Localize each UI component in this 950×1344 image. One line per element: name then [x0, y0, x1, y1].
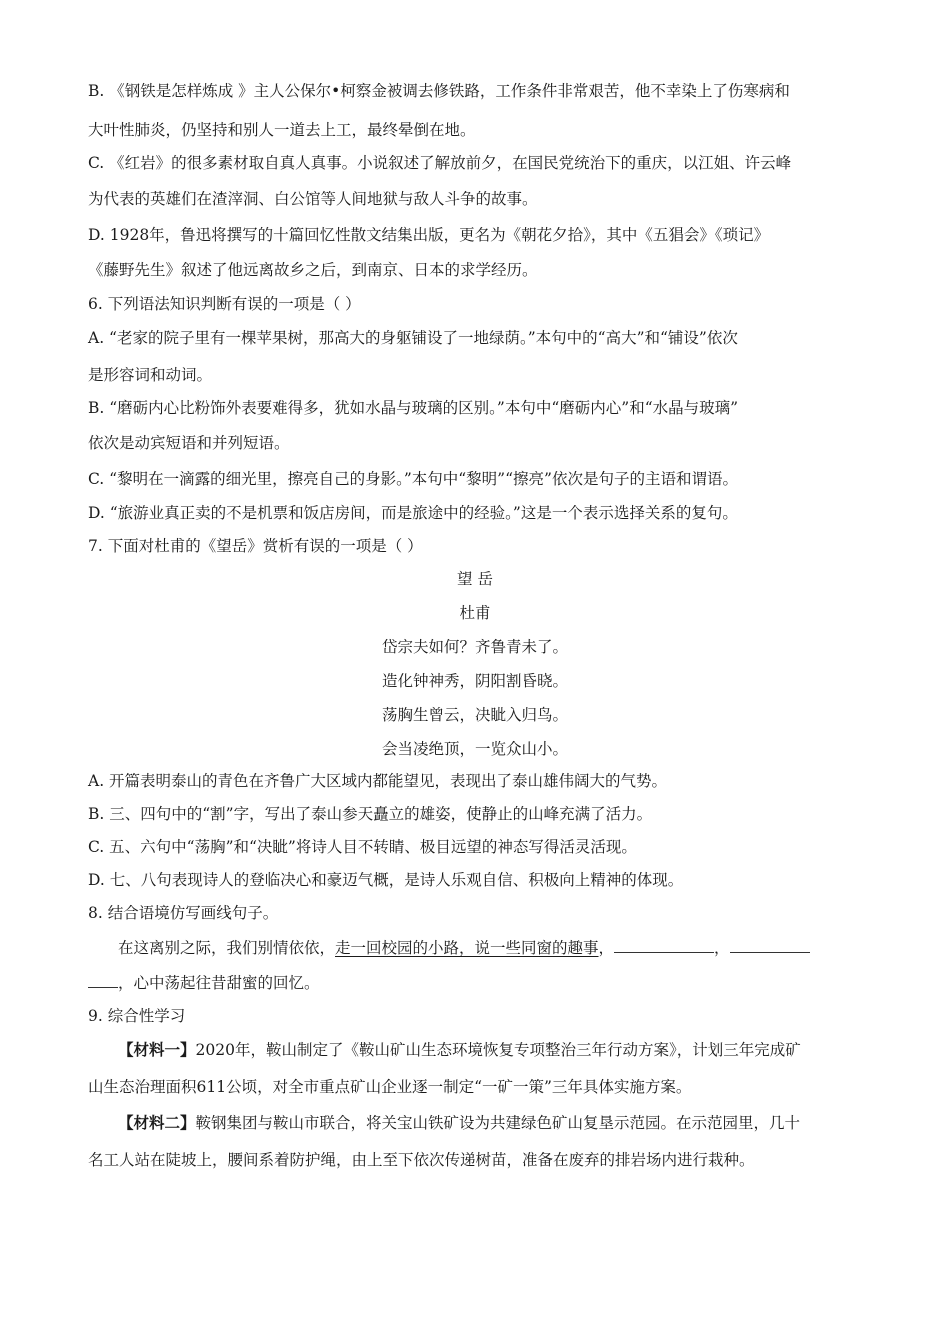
q7-option-b: B. 三、四句中的“割”字，写出了泰山参天矗立的雄姿，使静止的山峰充满了活力。: [88, 805, 653, 823]
q5-option-c-line1: C. 《红岩》的很多素材取自真人真事。小说叙述了解放前夕，在国民党统治下的重庆，以江姐、许云峰: [88, 154, 792, 172]
q5-option-c-line2: 为代表的英雄们在渣滓洞、白公馆等人间地狱与敌人斗争的故事。: [88, 190, 538, 208]
material-1-label: 【材料一】: [118, 1040, 196, 1059]
q6-option-a-line1: A. “老家的院子里有一棵苹果树，那高大的身躯铺设了一地绿荫。”本句中的“高大”和“铺设”依次: [88, 329, 738, 347]
poem-line-3: 荡胸生曾云，决眦入归鸟。: [381, 706, 568, 724]
q8-sep1: ，: [598, 939, 615, 957]
q9-stem: 9. 综合性学习: [88, 1007, 186, 1025]
material-2-label: 【材料二】: [118, 1113, 196, 1132]
q8-text-before: 在这离别之际，我们别情依依，: [118, 939, 336, 957]
poem-line-4: 会当凌绝顶，一览众山小。: [381, 740, 568, 758]
q7-option-d: D. 七、八句表现诗人的登临决心和豪迈气概，是诗人乐观自信、积极向上精神的体现。: [88, 871, 684, 889]
q8-answer-blank-2[interactable]: [730, 938, 810, 953]
q8-sep2: ，: [714, 939, 730, 957]
q5-option-b-line2: 大叶性肺炎，仍坚持和别人一道去上工，最终晕倒在地。: [88, 121, 476, 139]
poem-title: 望 岳: [457, 570, 493, 588]
q8-stem: 8. 结合语境仿写画线句子。: [88, 904, 279, 922]
q6-option-c: C. “黎明在一滴露的细光里，擦亮自己的身影。”本句中“黎明”“擦亮”依次是句子的主语和谓语。: [88, 470, 738, 488]
material-1-line1: [118, 1040, 858, 1060]
q6-option-b-line2: 依次是动宾短语和并列短语。: [88, 434, 290, 452]
q8-answer-blank-1[interactable]: [614, 938, 714, 953]
q6-option-b-line1: B. “磨砺内心比粉饰外表要难得多，犹如水晶与玻璃的区别。”本句中“磨砺内心”和“水晶与玻璃”: [88, 399, 739, 417]
q6-option-a-line2: 是形容词和动词。: [88, 366, 213, 384]
q7-stem: 7. 下面对杜甫的《望岳》赏析有误的一项是（ ）: [88, 537, 423, 555]
q8-sentence-line1: [118, 938, 858, 958]
poem-line-1: 岱宗夫如何？齐鲁青未了。: [381, 638, 568, 656]
material-2-line2: 名工人站在陡坡上，腰间系着防护绳，由上至下依次传递树苗，准备在废弃的排岩场内进行栽种。: [88, 1151, 755, 1169]
material-1-line2: 山生态治理面积611公顷，对全市重点矿山企业逐一制定“一矿一策”三年具体实施方案。: [88, 1078, 692, 1096]
q8-answer-blank-2-cont[interactable]: [88, 973, 118, 988]
material-1-text: 2020年，鞍山制定了《鞍山矿山生态环境恢复专项整治三年行动方案》，计划三年完成矿: [195, 1041, 801, 1059]
q8-text-after: ，心中荡起往昔甜蜜的回忆。: [118, 974, 320, 992]
q7-option-c: C. 五、六句中“荡胸”和“决眦”将诗人目不转睛、极目远望的神态写得活灵活现。: [88, 838, 637, 856]
poem-line-2: 造化钟神秀，阴阳割昏晓。: [381, 672, 568, 690]
q6-option-d: D. “旅游业真正卖的不是机票和饭店房间，而是旅途中的经验。”这是一个表示选择关系的复句。: [88, 504, 738, 522]
q6-stem: 6. 下列语法知识判断有误的一项是（ ）: [88, 295, 361, 313]
poem-author: 杜甫: [459, 604, 491, 622]
q8-underlined-sentence: 走一回校园的小路，说一些同窗的趣事: [335, 939, 599, 957]
material-2-line1: [118, 1113, 858, 1133]
q8-sentence-line2: [88, 973, 858, 993]
q5-option-d-line1: D. 1928年，鲁迅将撰写的十篇回忆性散文结集出版，更名为《朝花夕拾》，其中《五猖会》《琐记》: [88, 226, 770, 244]
q5-option-d-line2: 《藤野先生》叙述了他远离故乡之后，到南京、日本的求学经历。: [88, 261, 538, 279]
q7-option-a: A. 开篇表明泰山的青色在齐鲁广大区域内都能望见，表现出了泰山雄伟阔大的气势。: [88, 772, 668, 790]
material-2-text: 鞍钢集团与鞍山市联合，将关宝山铁矿设为共建绿色矿山复垦示范园。在示范园里，几十: [195, 1114, 801, 1132]
q5-option-b-line1: B. 《钢铁是怎样炼成 》主人公保尔•柯察金被调去修铁路，工作条件非常艰苦，他不幸染上了伤寒病和: [88, 82, 790, 100]
